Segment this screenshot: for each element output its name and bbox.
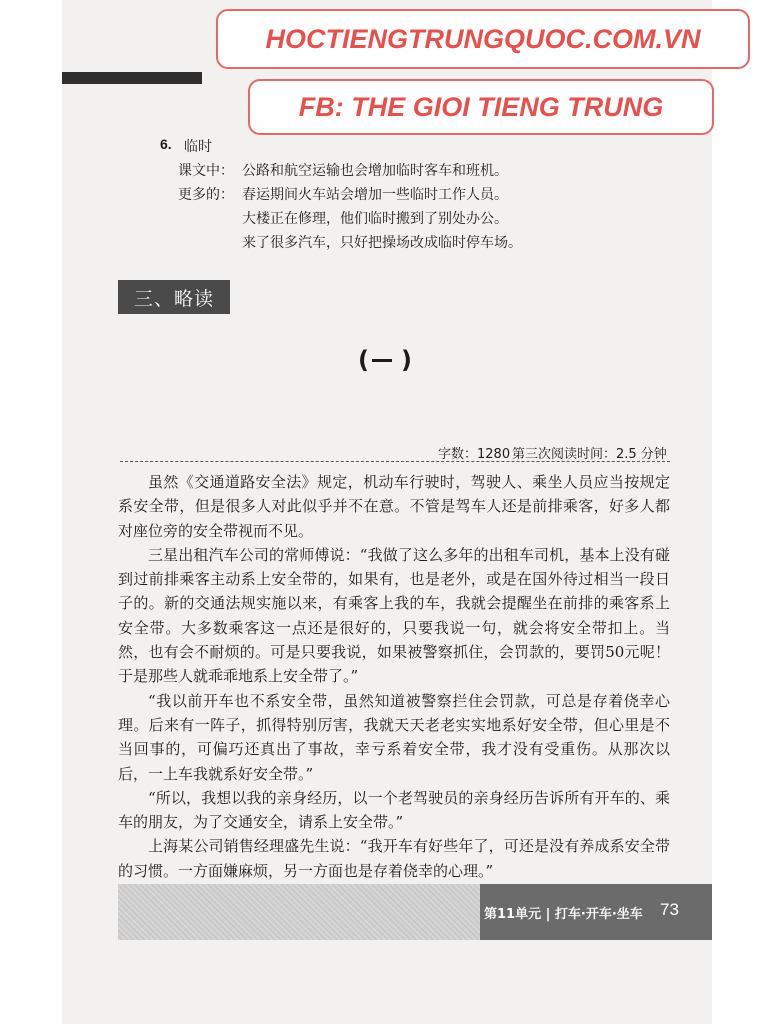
vocab-example: 来了很多汽车，只好把操场改成临时停车场。 <box>242 235 522 251</box>
vocab-text-label: 课文中： <box>178 163 234 179</box>
footer-bar <box>480 884 712 940</box>
subtitle-numeral-one <box>372 359 392 362</box>
article-paragraph: 虽然《交通道路安全法》规定，机动车行驶时，驾驶人、乘坐人员应当按规定系安全带，但是很多人对此似乎并不在意。不管是驾车人还是前排乘客，好多人都对座位旁的安全带视而不见。 <box>118 473 670 540</box>
article-paragraph: 三星出租汽车公司的常师傅说：“我做了这么多年的出租车司机，基本上没有碰到过前排乘客主动系上安全带的，如果有，也是老外，或是在国外待过相当一段日子的。新的交通法规实施以来，有乘客上我的车，我就会提醒坐在前排的乘客系上安全带。大多数乘客这一点还是很好的，只要我说一句，就会将安全带扣上。当然，也有会不耐烦的。可是只要我说，如果被警察抓住，会罚款的，要罚50元呢！于是那些人就乖乖地系上安全带了。” <box>118 545 670 686</box>
vocab-text-sentence: 公路和航空运输也会增加临时客车和班机。 <box>242 163 508 179</box>
subtitle-open-paren: ( <box>358 346 369 374</box>
vocab-number: 6. <box>160 136 172 152</box>
subtitle-close-paren: ) <box>400 346 412 374</box>
article-body <box>118 470 670 883</box>
vocab-example: 春运期间火车站会增加一些临时工作人员。 <box>242 187 508 203</box>
vocab-example: 大楼正在修理，他们临时搬到了别处办公。 <box>242 211 508 227</box>
article-paragraph: “我以前开车也不系安全带，虽然知道被警察拦住会罚款，可总是存着侥幸心理。后来有一阵子，抓得特别厉害，我就天天老老实实地系好安全带，但心里是不当回事的，可偏巧还真出了事故，幸亏系着安全带，我才没有受重伤。从那次以后，一上车我就系好安全带。” <box>118 691 670 783</box>
article-paragraph: “所以，我想以我的亲身经历，以一个老驾驶员的亲身经历告诉所有开车的、乘车的朋友，为了交通安全，请系上安全带。” <box>118 788 670 832</box>
vocab-more-label: 更多的： <box>178 187 234 203</box>
watermark-facebook: FB: THE GIOI TIENG TRUNG <box>248 79 714 135</box>
article-paragraph: 上海某公司销售经理盛先生说：“我开车有好些年了，可还是没有养成系安全带的习惯。一方面嫌麻烦，另一方面也是存着侥幸的心理。” <box>118 837 670 880</box>
footer-unit-title: 第11单元 | 打车·开车·坐车 <box>484 907 643 922</box>
header-bar <box>62 72 202 84</box>
vocab-word: 临时 <box>184 139 212 155</box>
word-count: 字数：1280 <box>438 447 511 462</box>
footer-pattern <box>118 884 480 940</box>
reading-time: 第三次阅读时间：2.5 分钟 <box>512 447 667 462</box>
reading-subtitle <box>358 346 412 374</box>
section-heading: 三、略读 <box>118 280 230 314</box>
watermark-website: HOCTIENGTRUNGQUOC.COM.VN <box>216 9 750 69</box>
page-number: 73 <box>660 900 679 919</box>
dashed-divider <box>120 461 670 462</box>
